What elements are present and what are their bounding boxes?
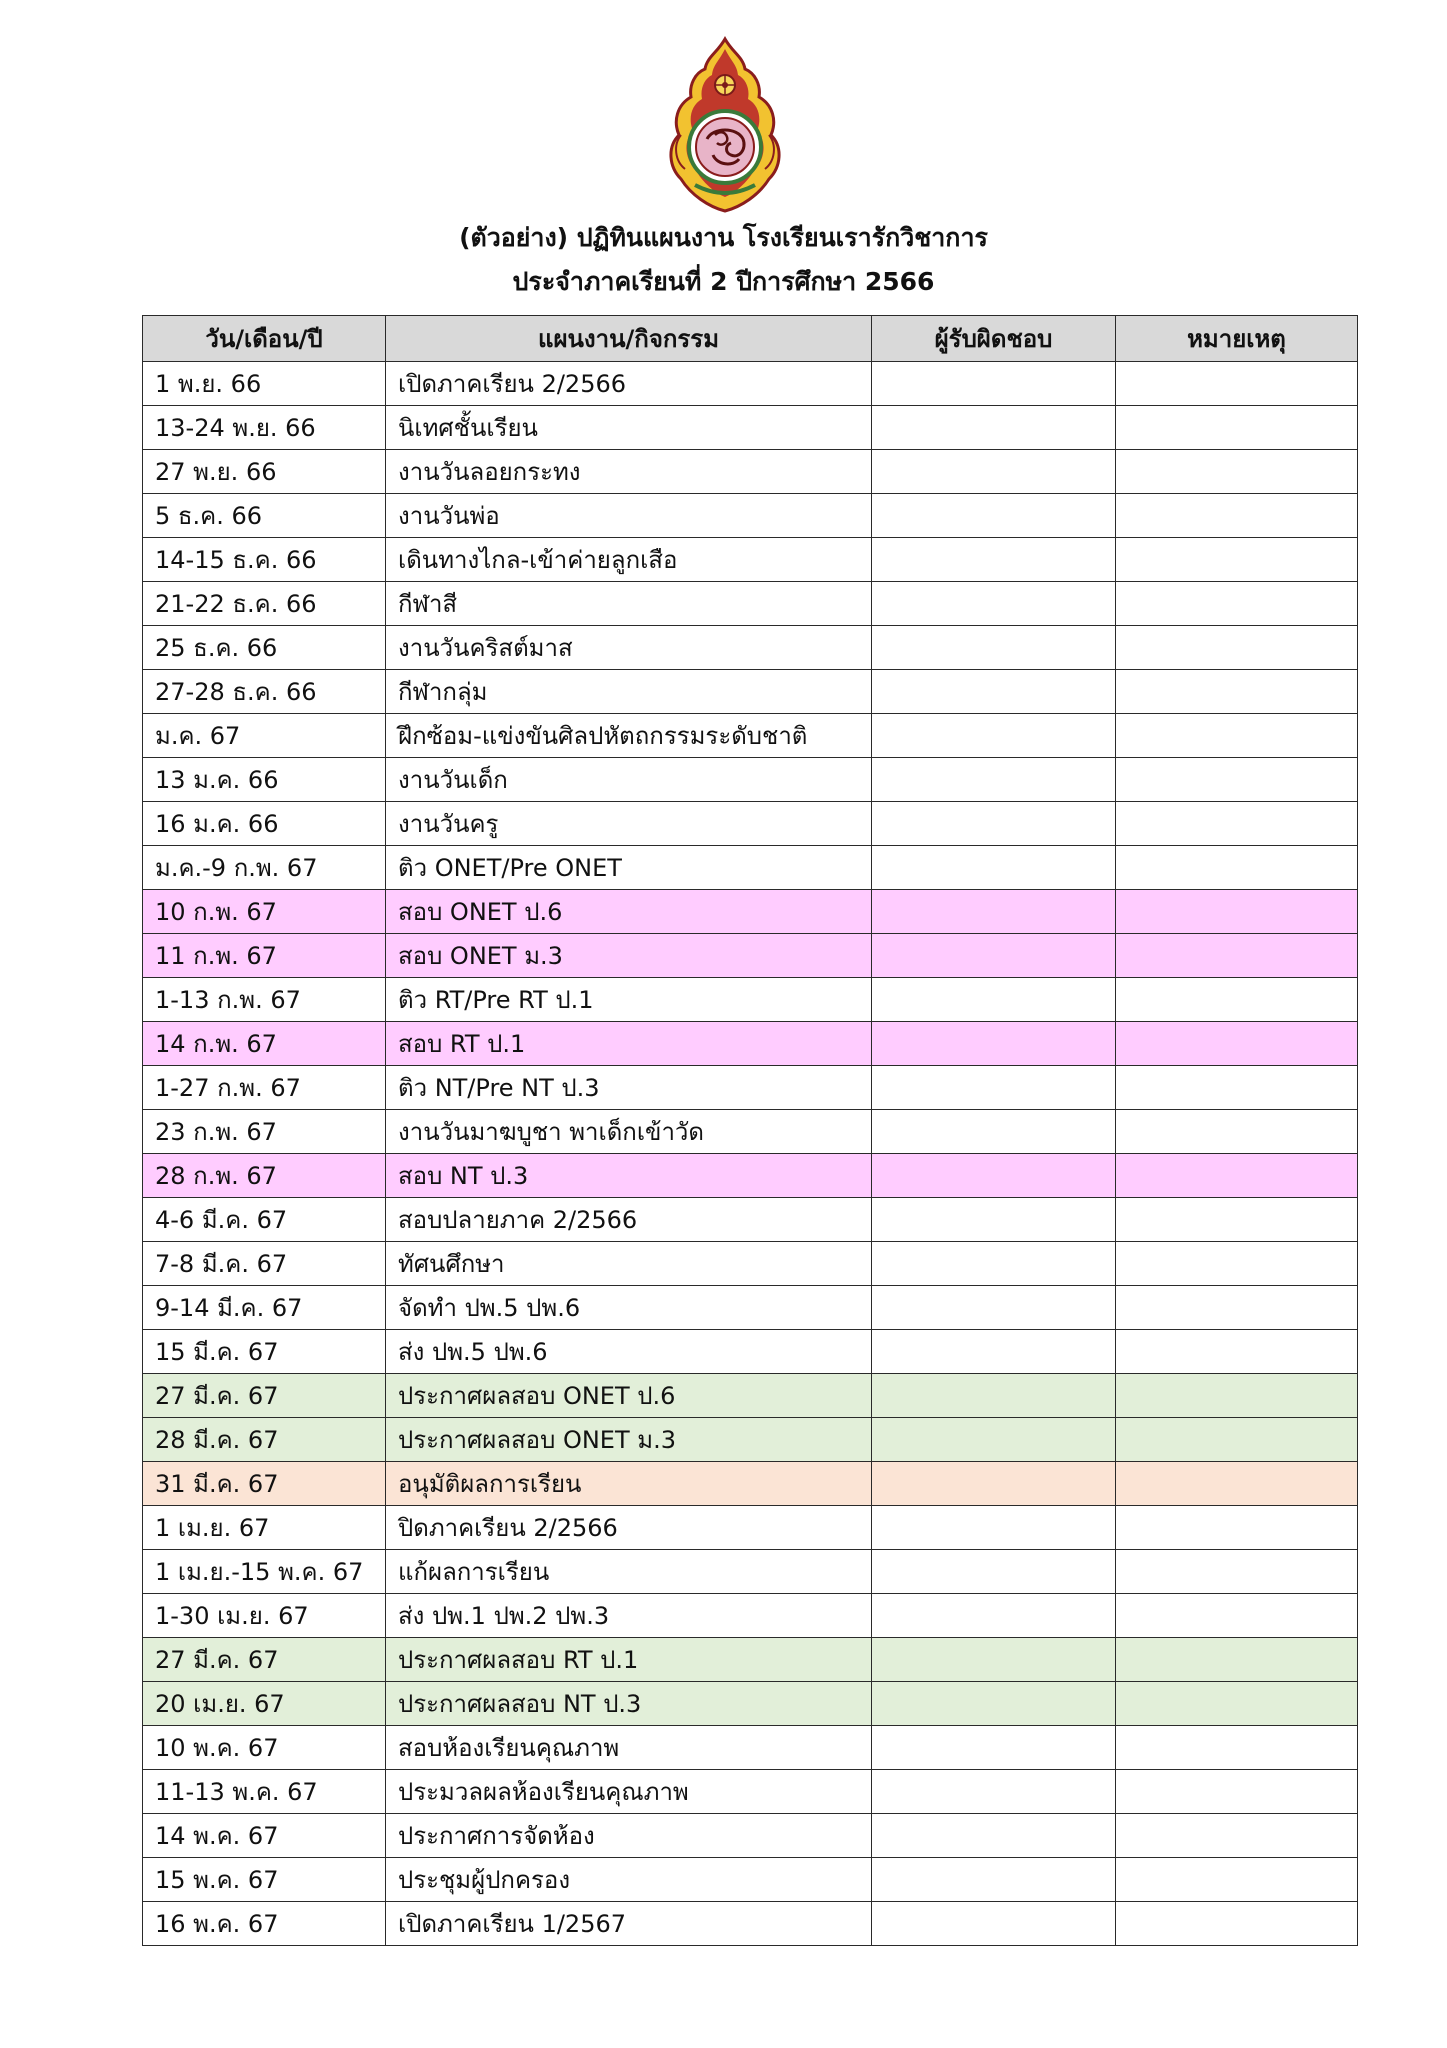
responsible-cell: [872, 934, 1116, 978]
date-cell: 1-30 เม.ย. 67: [143, 1594, 386, 1638]
table-row: [143, 1814, 1358, 1858]
note-cell: [1116, 846, 1358, 890]
table-row: [143, 1242, 1358, 1286]
note-cell: [1116, 1726, 1358, 1770]
activity-cell: สอบ ONET ม.3: [386, 934, 872, 978]
date-cell: 13-24 พ.ย. 66: [143, 406, 386, 450]
table-row: [143, 934, 1358, 978]
activity-cell: จัดทำ ปพ.5 ปพ.6: [386, 1286, 872, 1330]
responsible-cell: [872, 494, 1116, 538]
note-cell: [1116, 714, 1358, 758]
date-cell: 31 มี.ค. 67: [143, 1462, 386, 1506]
table-row: [143, 670, 1358, 714]
table-row: [143, 978, 1358, 1022]
activity-cell: สอบห้องเรียนคุณภาพ: [386, 1726, 872, 1770]
note-cell: [1116, 1330, 1358, 1374]
responsible-cell: [872, 1418, 1116, 1462]
table-row: [143, 758, 1358, 802]
activity-cell: กีฬาสี: [386, 582, 872, 626]
activity-cell: กีฬากลุ่ม: [386, 670, 872, 714]
column-header-responsible: ผู้รับผิดชอบ: [872, 316, 1116, 362]
activity-cell: งานวันคริสต์มาส: [386, 626, 872, 670]
note-cell: [1116, 494, 1358, 538]
date-cell: 25 ธ.ค. 66: [143, 626, 386, 670]
note-cell: [1116, 1902, 1358, 1946]
note-cell: [1116, 1374, 1358, 1418]
note-cell: [1116, 1110, 1358, 1154]
ministry-emblem-icon: [655, 35, 795, 215]
table-row: [143, 802, 1358, 846]
table-row: [143, 1550, 1358, 1594]
responsible-cell: [872, 1198, 1116, 1242]
date-cell: 1-27 ก.พ. 67: [143, 1066, 386, 1110]
responsible-cell: [872, 846, 1116, 890]
date-cell: 11 ก.พ. 67: [143, 934, 386, 978]
table-row: [143, 1110, 1358, 1154]
note-cell: [1116, 1462, 1358, 1506]
responsible-cell: [872, 1022, 1116, 1066]
activity-cell: ติว ONET/Pre ONET: [386, 846, 872, 890]
column-header-activity: แผนงาน/กิจกรรม: [386, 316, 872, 362]
responsible-cell: [872, 890, 1116, 934]
note-cell: [1116, 1198, 1358, 1242]
responsible-cell: [872, 450, 1116, 494]
activity-cell: ส่ง ปพ.1 ปพ.2 ปพ.3: [386, 1594, 872, 1638]
responsible-cell: [872, 1154, 1116, 1198]
responsible-cell: [872, 538, 1116, 582]
note-cell: [1116, 802, 1358, 846]
table-header-row: [143, 316, 1358, 362]
activity-cell: นิเทศชั้นเรียน: [386, 406, 872, 450]
responsible-cell: [872, 1682, 1116, 1726]
activity-cell: ประกาศผลสอบ ONET ป.6: [386, 1374, 872, 1418]
responsible-cell: [872, 714, 1116, 758]
date-cell: 28 มี.ค. 67: [143, 1418, 386, 1462]
activity-cell: ประกาศผลสอบ RT ป.1: [386, 1638, 872, 1682]
activity-cell: งานวันลอยกระทง: [386, 450, 872, 494]
responsible-cell: [872, 1726, 1116, 1770]
table-row: [143, 538, 1358, 582]
responsible-cell: [872, 582, 1116, 626]
date-cell: 27 มี.ค. 67: [143, 1374, 386, 1418]
responsible-cell: [872, 1814, 1116, 1858]
table-row: [143, 494, 1358, 538]
activity-cell: สอบปลายภาค 2/2566: [386, 1198, 872, 1242]
table-row: [143, 1286, 1358, 1330]
note-cell: [1116, 1506, 1358, 1550]
note-cell: [1116, 1770, 1358, 1814]
activity-cell: สอบ ONET ป.6: [386, 890, 872, 934]
activity-cell: ประกาศผลสอบ ONET ม.3: [386, 1418, 872, 1462]
responsible-cell: [872, 1858, 1116, 1902]
note-cell: [1116, 1286, 1358, 1330]
page-title: (ตัวอย่าง) ปฏิทินแผนงาน โรงเรียนเรารักวิชาการ: [459, 223, 988, 252]
activity-cell: แก้ผลการเรียน: [386, 1550, 872, 1594]
table-row: [143, 846, 1358, 890]
table-row: [143, 714, 1358, 758]
note-cell: [1116, 406, 1358, 450]
date-cell: 20 เม.ย. 67: [143, 1682, 386, 1726]
date-cell: 7-8 มี.ค. 67: [143, 1242, 386, 1286]
table-row: [143, 890, 1358, 934]
note-cell: [1116, 1418, 1358, 1462]
date-cell: 10 ก.พ. 67: [143, 890, 386, 934]
activity-cell: ประชุมผู้ปกครอง: [386, 1858, 872, 1902]
responsible-cell: [872, 978, 1116, 1022]
note-cell: [1116, 450, 1358, 494]
table-row: [143, 1198, 1358, 1242]
activity-cell: ทัศนศึกษา: [386, 1242, 872, 1286]
date-cell: ม.ค.-9 ก.พ. 67: [143, 846, 386, 890]
table-row: [143, 1770, 1358, 1814]
table-row: [143, 1638, 1358, 1682]
responsible-cell: [872, 758, 1116, 802]
date-cell: 16 พ.ค. 67: [143, 1902, 386, 1946]
table-row: [143, 1594, 1358, 1638]
date-cell: 15 มี.ค. 67: [143, 1330, 386, 1374]
note-cell: [1116, 890, 1358, 934]
table-row: [143, 1858, 1358, 1902]
responsible-cell: [872, 626, 1116, 670]
note-cell: [1116, 582, 1358, 626]
activity-cell: ติว RT/Pre RT ป.1: [386, 978, 872, 1022]
activity-cell: ปิดภาคเรียน 2/2566: [386, 1506, 872, 1550]
activity-cell: เดินทางไกล-เข้าค่ายลูกเสือ: [386, 538, 872, 582]
note-cell: [1116, 978, 1358, 1022]
date-cell: 1-13 ก.พ. 67: [143, 978, 386, 1022]
activity-cell: เปิดภาคเรียน 2/2566: [386, 362, 872, 406]
activity-cell: สอบ RT ป.1: [386, 1022, 872, 1066]
responsible-cell: [872, 1242, 1116, 1286]
activity-calendar-table: [142, 315, 1358, 1946]
table-row: [143, 1374, 1358, 1418]
activity-cell: อนุมัติผลการเรียน: [386, 1462, 872, 1506]
date-cell: 23 ก.พ. 67: [143, 1110, 386, 1154]
date-cell: 1 เม.ย.-15 พ.ค. 67: [143, 1550, 386, 1594]
activity-cell: ติว NT/Pre NT ป.3: [386, 1066, 872, 1110]
table-row: [143, 1682, 1358, 1726]
activity-cell: ประมวลผลห้องเรียนคุณภาพ: [386, 1770, 872, 1814]
table-row: [143, 1066, 1358, 1110]
note-cell: [1116, 1814, 1358, 1858]
responsible-cell: [872, 1066, 1116, 1110]
note-cell: [1116, 626, 1358, 670]
responsible-cell: [872, 802, 1116, 846]
activity-cell: เปิดภาคเรียน 1/2567: [386, 1902, 872, 1946]
note-cell: [1116, 1858, 1358, 1902]
activity-cell: งานวันเด็ก: [386, 758, 872, 802]
note-cell: [1116, 1594, 1358, 1638]
note-cell: [1116, 1066, 1358, 1110]
responsible-cell: [872, 1286, 1116, 1330]
table-row: [143, 626, 1358, 670]
note-cell: [1116, 1550, 1358, 1594]
activity-cell: งานวันครู: [386, 802, 872, 846]
date-cell: 28 ก.พ. 67: [143, 1154, 386, 1198]
note-cell: [1116, 1242, 1358, 1286]
date-cell: 9-14 มี.ค. 67: [143, 1286, 386, 1330]
date-cell: 16 ม.ค. 66: [143, 802, 386, 846]
date-cell: 14 ก.พ. 67: [143, 1022, 386, 1066]
date-cell: 10 พ.ค. 67: [143, 1726, 386, 1770]
responsible-cell: [872, 1594, 1116, 1638]
responsible-cell: [872, 1638, 1116, 1682]
note-cell: [1116, 670, 1358, 714]
note-cell: [1116, 1682, 1358, 1726]
date-cell: 27 มี.ค. 67: [143, 1638, 386, 1682]
date-cell: 27-28 ธ.ค. 66: [143, 670, 386, 714]
table-row: [143, 362, 1358, 406]
table-row: [143, 582, 1358, 626]
responsible-cell: [872, 1330, 1116, 1374]
date-cell: 27 พ.ย. 66: [143, 450, 386, 494]
responsible-cell: [872, 670, 1116, 714]
activity-cell: ฝึกซ้อม-แข่งขันศิลปหัตถกรรมระดับชาติ: [386, 714, 872, 758]
date-cell: 14 พ.ค. 67: [143, 1814, 386, 1858]
table-row: [143, 1462, 1358, 1506]
activity-cell: ส่ง ปพ.5 ปพ.6: [386, 1330, 872, 1374]
table-row: [143, 406, 1358, 450]
table-row: [143, 1506, 1358, 1550]
note-cell: [1116, 538, 1358, 582]
date-cell: 14-15 ธ.ค. 66: [143, 538, 386, 582]
table-body: [143, 362, 1358, 1946]
note-cell: [1116, 362, 1358, 406]
table-row: [143, 1726, 1358, 1770]
date-cell: 15 พ.ค. 67: [143, 1858, 386, 1902]
responsible-cell: [872, 1462, 1116, 1506]
activity-cell: งานวันพ่อ: [386, 494, 872, 538]
date-cell: 1 พ.ย. 66: [143, 362, 386, 406]
date-cell: 21-22 ธ.ค. 66: [143, 582, 386, 626]
table-row: [143, 1022, 1358, 1066]
table-row: [143, 1418, 1358, 1462]
responsible-cell: [872, 1770, 1116, 1814]
activity-cell: งานวันมาฆบูชา พาเด็กเข้าวัด: [386, 1110, 872, 1154]
responsible-cell: [872, 1506, 1116, 1550]
date-cell: 13 ม.ค. 66: [143, 758, 386, 802]
note-cell: [1116, 1154, 1358, 1198]
date-cell: 11-13 พ.ค. 67: [143, 1770, 386, 1814]
note-cell: [1116, 1638, 1358, 1682]
table-row: [143, 1154, 1358, 1198]
note-cell: [1116, 1022, 1358, 1066]
responsible-cell: [872, 1110, 1116, 1154]
date-cell: 4-6 มี.ค. 67: [143, 1198, 386, 1242]
responsible-cell: [872, 1550, 1116, 1594]
date-cell: 1 เม.ย. 67: [143, 1506, 386, 1550]
activity-cell: สอบ NT ป.3: [386, 1154, 872, 1198]
table-row: [143, 1330, 1358, 1374]
responsible-cell: [872, 362, 1116, 406]
table-row: [143, 450, 1358, 494]
table-row: [143, 1902, 1358, 1946]
activity-cell: ประกาศการจัดห้อง: [386, 1814, 872, 1858]
date-cell: 5 ธ.ค. 66: [143, 494, 386, 538]
date-cell: ม.ค. 67: [143, 714, 386, 758]
responsible-cell: [872, 406, 1116, 450]
responsible-cell: [872, 1374, 1116, 1418]
note-cell: [1116, 758, 1358, 802]
note-cell: [1116, 934, 1358, 978]
column-header-date: วัน/เดือน/ปี: [143, 316, 386, 362]
activity-cell: ประกาศผลสอบ NT ป.3: [386, 1682, 872, 1726]
page-subtitle: ประจำภาคเรียนที่ 2 ปีการศึกษา 2566: [512, 267, 935, 296]
column-header-note: หมายเหตุ: [1116, 316, 1358, 362]
responsible-cell: [872, 1902, 1116, 1946]
